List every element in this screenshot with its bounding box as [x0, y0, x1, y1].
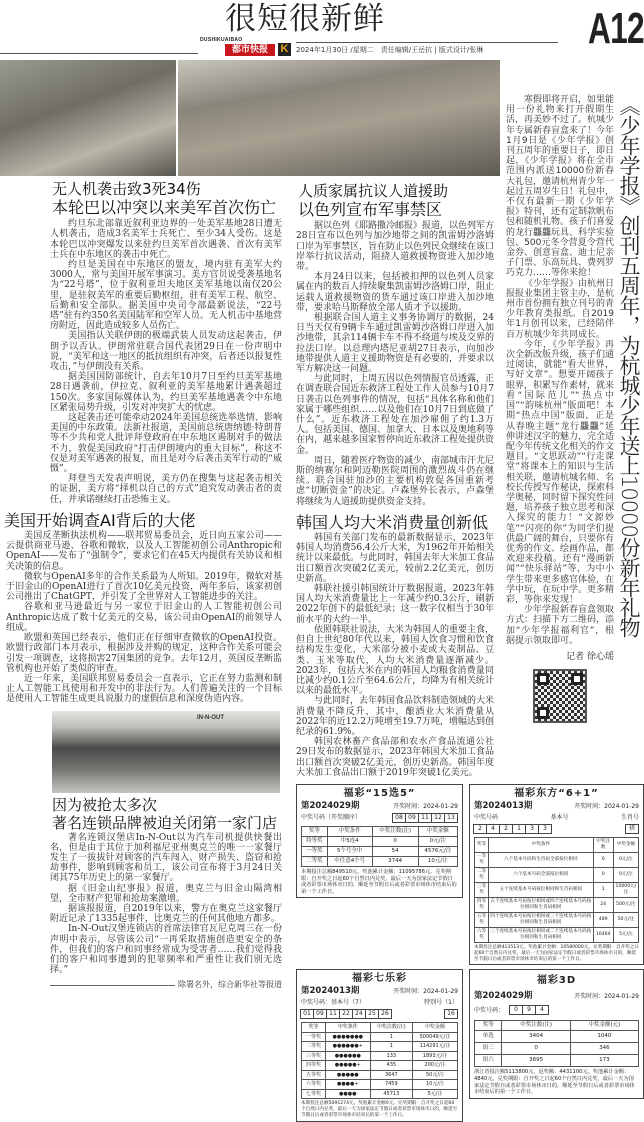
lottery-title: 福彩“15选5” [343, 787, 416, 799]
promo-byline: 记者 徐心瑶 [566, 651, 614, 662]
table-cell: ●●●●●+ [325, 1061, 370, 1071]
paragraph: 与此同时，去年韩国食品饮料制造领域的大米消费量不降反升，其中，酿酒业大米消费量从2022年的近12.2万吨增至19.7万吨，增幅达到创纪录的61.9%。 [296, 696, 495, 737]
table-header-cell: 中奖条件 [489, 837, 593, 852]
restaurant-photo [52, 711, 280, 793]
paragraph: 约旦东北部靠近叙利亚边界的一处美军基地28日遭无人机袭击，造成3名美军士兵死亡、至少34人受伤。这是本轮巴以冲突爆发以来驻约旦美军首次遇袭、首次有美军士兵在中东地区的袭击中死亡。 [50, 219, 282, 260]
table-cell: 0元/注 [418, 836, 457, 846]
issue: 第2024013期 [474, 800, 533, 811]
headline-line: 因为被抢太多次 [52, 795, 158, 814]
rice-article-body [296, 533, 494, 778]
table-cell: 10元/注 [418, 856, 457, 866]
table-row [302, 1061, 458, 1071]
table-header-cell: 中奖注数(注) [372, 826, 418, 836]
table-cell: 特等奖 [302, 836, 328, 846]
table-cell: 500049元/注 [413, 1032, 458, 1042]
paragraph: 韩国农林畜产食品部和农水产食品流通公社29日发布的数据显示，2023年韩国大米加工食品出口额首次突破2亿美元，创历史新高。韩国年度大米加工食品出口额于2019年突破1亿美元。 [296, 737, 494, 778]
table-cell: 1 [370, 1032, 412, 1042]
table-cell: 五个连续基本号码按位相同和生肖码相同 [489, 882, 593, 897]
table-cell: 5个号全中 [327, 846, 372, 856]
table-row [475, 1031, 639, 1043]
promo-vertical-title: 《少年学报》创刊五周年，为杭城少年送上10000份新年礼物 [617, 95, 641, 637]
table-header-cell: 奖等 [475, 837, 489, 852]
headline-line: 以色列宣布军事禁区 [298, 200, 443, 219]
lottery-note: 本期投注总额849510元。奖池累计金额：11095786元。兑奖期限：自开奖之日起60个自然日内兑奖，最后一天为国家法定节假日或者彩票市场休市日的，顺延至节假日后或者彩票市场休市结束后的第一个工作日。 [301, 868, 457, 895]
table-cell: 一等奖 [302, 846, 328, 856]
basic-label: 基本号 [550, 813, 569, 821]
number: 22 [339, 1009, 353, 1019]
table-cell: 489 [593, 912, 613, 927]
table-row [475, 897, 639, 912]
table-cell: 3647 [370, 1070, 412, 1080]
table-cell: 50元/注 [613, 912, 638, 927]
table-cell: ●●●●+ [325, 1080, 370, 1090]
table-row [475, 852, 639, 867]
table-cell: 10元/注 [413, 1080, 458, 1090]
special-number: 16 [444, 1009, 458, 1019]
table-cell: 中5连4 [327, 836, 372, 846]
promo-article-body [506, 95, 614, 735]
left-column [0, 180, 284, 990]
table-header-cell: 中奖金额 [613, 837, 638, 852]
ai-article-body [6, 531, 282, 704]
hostage-headline [298, 182, 494, 219]
table-cell: 3695 [502, 1055, 570, 1067]
paragraph: 根据联合国人道主义事务协调厅的数据，24日当天仅有9辆卡车通过凯雷姆沙洛姆口岸进入加沙地带，其余114辆卡车不得不绕道与埃及交界的拉法口岸。以总理内塔尼亚胡27日表示，向加沙地带提供人道主义援助物资是有必要的，并要求以军方解决这一问题。 [296, 313, 495, 375]
table-cell: ●●●●● [325, 1070, 370, 1080]
k-logo-icon: K [278, 43, 291, 56]
paragraph: 据以色列《耶路撒冷邮报》报道，以色列军方28日宣布以色列与加沙地带之间的凯雷姆沙洛姆口岸为军事禁区，旨在防止以色列民众继续在该口岸举行抗议活动，阻挠人道救援物资进入加沙地带。 [296, 221, 495, 272]
issue: 第2024029期 [474, 991, 533, 1002]
winning-numbers [301, 1009, 392, 1019]
table-cell: ●●●●●●+ [325, 1042, 370, 1052]
table-header-cell: 中奖条件 [325, 1023, 370, 1033]
table-cell: 200元/注 [413, 1061, 458, 1071]
table-cell: ●●●●●●● [325, 1032, 370, 1042]
restaurant-sign: IN-N-OUT [197, 714, 224, 721]
table-row [302, 856, 458, 866]
footer-credit: 除署名外，综合新华社等报道 [178, 980, 282, 990]
zodiac-label: 生肖号 [620, 813, 639, 821]
aerial-base-photo [0, 60, 176, 176]
table-row [475, 912, 639, 927]
paragraph: 《少年学报》由杭州日报报业集团主管主办，是杭州市首份拥有独立刊号的青少年教育类报纸。自2019年1月创刊以来，已经陪伴百万杭城少年共同成长。 [506, 278, 615, 340]
table-cell: 五个连续基本号码按位相同或四个连续基本号码按位相同和生肖码相同 [489, 897, 593, 912]
basic-label: 中奖号码：基本号（7） [301, 999, 365, 1007]
table-cell: 1893元/注 [413, 1051, 458, 1061]
paragraph: 韩联社援引韩国统计厅数据报道，2023年韩国人均大米消费量比上一年减少约0.3公斤，刷新2022年创下的最低纪录；这一数字仅相当于30年前水平的大约一半。 [296, 584, 494, 625]
table-header-cell: 中奖条件 [327, 826, 372, 836]
table-cell: 10464 [593, 927, 613, 942]
middle-column [296, 90, 494, 778]
table-cell: 54 [372, 846, 418, 856]
table-cell: 中任意4个号 [327, 856, 372, 866]
right-region [296, 90, 644, 1122]
table-header-cell: 中奖金额 [418, 826, 457, 836]
table-cell: 六等奖 [302, 1080, 326, 1090]
issue: 第2024029期 [301, 800, 360, 811]
promo-column [506, 90, 644, 735]
draw-time: 开奖时间：2024-01-29 [574, 802, 639, 810]
ai-headline: 美国开始调查AI背后的大佬 [4, 510, 196, 530]
lottery-3d [469, 969, 644, 1098]
paragraph: 少年学报新春盲盒领取方式：扫描下方二维码，添加“少年学报福利官”，根据提示领取即可。 [506, 605, 615, 646]
lottery-qilecai [296, 969, 463, 1121]
table-cell: 24 [593, 897, 613, 912]
table-header-cell: 中奖注数(注) [370, 1023, 412, 1033]
table-cell: 1 [593, 882, 613, 897]
table-cell: 50元/注 [413, 1070, 458, 1080]
lottery-6plus1 [469, 784, 644, 965]
table-cell: 五等奖 [302, 1070, 326, 1080]
table-cell: 346 [570, 1043, 638, 1055]
table-cell: 0 [593, 852, 613, 867]
paragraph: 本月24日以来，包括被扣押的以色列人员家属在内的数百人持续聚集凯雷姆沙洛姆口岸，阻止运载人道救援物资的货车通过该口岸进入加沙地带，要求哈马斯释放全部人质才予以援助。 [296, 272, 495, 313]
table-header-cell: 中奖金额 [413, 1023, 458, 1033]
table-cell: 0 [372, 836, 418, 846]
number: 25 [365, 1009, 379, 1019]
issue: 第2024013期 [301, 986, 360, 997]
numbers-label: 中奖号码（开奖顺序） [301, 814, 362, 822]
table-cell: ●●●●●● [325, 1051, 370, 1061]
zodiac-number: 猪 [625, 824, 639, 834]
number: 2 [499, 824, 513, 834]
paragraph: 欧盟和英国已经表示，他们正在仔细审查微软的OpenAI投资。欧盟行政部门本月表示，根据涉及并购的规定，这种合作关系可能会引发一项调查，这将损害27国集团的竞争。去年12月，英国反垄断监管机构也开始了类似的审查。 [6, 633, 282, 674]
number: 3 [525, 824, 539, 834]
number: 11 [326, 1009, 340, 1019]
section-title: 很短很新鲜 [225, 1, 385, 37]
table-header-cell: 奖等 [302, 826, 328, 836]
paragraph: 美国指认关联伊朗的极端武装人员发动这起袭击，伊朗予以否认。伊朗常驻联合国代表团29日在一份声明中说，“美军和这一地区的抵抗组织有冲突，后者还以报复性攻击，”与伊朗没有关系。 [50, 331, 282, 373]
table-cell: 组六 [475, 1055, 502, 1067]
table-cell: 0元/注 [613, 852, 638, 867]
special-label: 特别号（1） [424, 999, 458, 1007]
prize-table [474, 1020, 639, 1067]
prize-table [474, 837, 639, 943]
lottery-note: 本期投注总额413513元。奖池累计金额：10580000元。兑奖期限：自开奖之日起60个自然日内兑奖，最后一天为国家法定节假日或者彩票市场休市日的，顺延至节假日后或者彩票市场休市结束后的第一个工作日。 [474, 944, 639, 962]
table-cell: 四个连续基本号码按位相同或三个连续基本号码按位相同和生肖码相同 [489, 912, 593, 927]
number: 2 [473, 824, 487, 834]
table-cell: 500元/注 [613, 897, 638, 912]
table-header-cell: 中奖注数 [593, 837, 613, 852]
table-row [475, 867, 639, 882]
table-header-cell: 中奖注数(注) [502, 1021, 570, 1031]
table-cell: 六个基本号码全部按位相同 [489, 867, 593, 882]
drone-article-body [50, 219, 282, 505]
draw-time: 开奖时间：2024-01-29 [393, 988, 458, 996]
table-row [302, 1080, 458, 1090]
number: 4 [486, 824, 500, 834]
lottery-section [296, 784, 644, 1122]
paragraph: 今年，《少年学报》再次全新改版升级，孩子们通过阅读，就能“看大世界，写好文章”。想要开阔孩子眼界，积累写作素材，就来看“国际范儿”“热点中国”“韵味杭州”版面吧！本期“热点中国”版面，正是从春晚主题“龙行龘龘”延伸讲述汉字的魅力，完全适配今年传统文化相关的作文题目。“文思跃动”“行走课堂”将课本上的知识与生活相关联，邀请杭城名师、名校长传授写作秘诀，探索科学奥秘，同时留下探究性问题，培养孩子独立思考和深入探究的能力！“文源妙笔”“闪亮的你”为同学们提供最广阔的舞台，只要你有优秀的作文、绘画作品，都欢迎来投稿。还有“漫画新闻”“快乐驿站”等，为中小学生带来更多感官体验，在学中玩，在玩中学。更多精彩，等你来发现！ [506, 339, 615, 605]
table-cell: 0 [502, 1043, 570, 1055]
table-cell: 7459 [370, 1080, 412, 1090]
footer-rule [50, 985, 175, 986]
table-cell: 5元/注 [413, 1089, 458, 1099]
table-cell: 三个连续基本号码按位相同或二个连续基本号码按位相同和生肖码相同 [489, 927, 593, 942]
table-cell: 435 [370, 1061, 412, 1071]
footer [50, 980, 282, 990]
paragraph: 美国反垄断执法机构——联邦贸易委员会，近日向五家公司——云提供商亚马逊、谷歌和微软，以及人工智能初创公司Anthropic和OpenAI——发布了“强制令”，要求它们在45天内提供有关协议和相关决策的信息。 [6, 531, 282, 572]
table-cell: 0 [593, 867, 613, 882]
prize-table [301, 826, 458, 867]
brand-logo: 都市快报 [225, 44, 275, 56]
table-cell: 173 [570, 1055, 638, 1067]
lottery-note: 浙江省投注额5113800元，返奖额：4431100元。奖池累计金额：4840元。兑奖期限：自开奖之日起60个自然日内兑奖，最后一天为国家法定节假日或者彩票市场休市日的，顺延至节假日后或者彩票市场休市结束后的第一个工作日。 [474, 1069, 635, 1096]
headline-line: 本轮巴以冲突以来美军首次伤亡 [52, 198, 277, 217]
paragraph: 依照韩联社说法，大米为韩国人的重要主食，但自上世纪80年代以来，韩国人饮食习惯和饮食结构发生变化，大米部分被小麦或大麦制品、豆类、玉米等取代，人均大米消费量逐渐减少。2023年，包括大米在内的韩国人均粮食消费量同比减少约0.1公斤至64.6公斤，均降为有相关统计以来的最低水平。 [296, 624, 495, 697]
paragraph: 与此同时，上周五因以色列情报官员透露，正在调查联合国近东救济工程处工作人员参与10月7日袭击以色列事件的情况，包括“具体名称和他们家属于哪些组织……以及他们在10月7日到底做了什么”。近东救济工程处在加沙雇佣了约1.3万人。包括美国、德国、加拿大、日本以及奥地利等在内，越来越多国家暂停向近东救济工程处提供资金。 [296, 374, 495, 456]
lottery-15x5 [296, 784, 463, 898]
table-row [302, 1089, 458, 1099]
table-cell: 3744 [372, 856, 418, 866]
hostage-article-body [296, 221, 494, 507]
number: 11 [418, 813, 432, 823]
table-cell: 一等奖 [302, 1032, 326, 1042]
table-row [302, 1042, 458, 1052]
table-cell: 4576元/注 [418, 846, 457, 856]
lottery-title: 福彩东方“6+1” [514, 787, 599, 799]
number: 01 [300, 1009, 314, 1019]
table-row [302, 1070, 458, 1080]
paragraph: 据《旧金山纪事报》报道，奥克兰与旧金山隔湾相望，全市财产犯罪和抢劫案激增。 [50, 883, 282, 904]
table-cell: 六等奖 [475, 927, 489, 942]
table-header-cell: 中奖金额(元) [570, 1021, 638, 1031]
number: 4 [535, 1005, 549, 1015]
number: 13 [444, 813, 458, 823]
numbers-label: 中奖号码 [474, 813, 499, 821]
table-cell: 四等奖 [302, 1061, 326, 1071]
page-number: A12 [588, 4, 644, 53]
paragraph: 据该报报道，自2019年以来，警方在奥克兰这家餐厅附近记录了1335起事件，比奥克兰的任何其他地方都多。 [50, 903, 282, 925]
number: 9 [522, 1005, 536, 1015]
table-row [475, 882, 639, 897]
number: 08 [392, 813, 406, 823]
number: 26 [378, 1009, 392, 1019]
table-row [302, 1051, 458, 1061]
number: 09 [313, 1009, 327, 1019]
paragraph: 约旦是美国在中东地区的盟友，境内驻有美军大约3000人，常与美国开展军事演习。美方官员说受袭基地名为“22号塔”，位于叙利亚坦夫地区美军基地以南仅20公里，是驻叙美军的重要后勤枢纽，驻有美军工程、航空、后勤和安全部队。据美国中央司令部最新说法，“22号塔”驻有约350名美国陆军和空军人员。无人机击中基地营房附近，因此造成较多人员伤亡。 [50, 260, 282, 332]
table-cell: 二等奖 [302, 856, 328, 866]
paragraph: 近一年来，美国联邦贸易委员会一直表示，它正在努力监测和制止人工智能工具使用和开发中的非法行为。人们普遍关注的一个目标是使用人工智能生成更具说服力的虚假信息和深度伪造内容。 [6, 673, 282, 705]
paragraph: 周日，随着医疗物资的减少，南部城市汗尤尼斯的纳赛尔和阿迈勒医院周围的激烈战斗仍在继续。联合国驻加沙的主要机构敦促各国重新考虑“切断资金”的决定。卢森堡外长表示，卢森堡将继续为人道援助提供资金支持。 [296, 455, 495, 507]
paragraph: In-N-Out汉堡连锁店的首席法律官瓦尼克周三在一份声明中表示，尽管该公司“一再采取措施创造更安全的条件，但我们的客户和同事经常成为受害者……我们觉得我们的客户和同事遭到的犯罪频率和严重性让我们别无选择。” [50, 924, 282, 976]
draw-time: 开奖时间：2024-01-29 [393, 802, 458, 810]
paragraph: 韩国有关部门发布的最新数据显示，2023年韩国人均消费56.4公斤大米，为1962年开始相关统计以来最低。与此同时，韩国去年大米加工食品出口额首次突破2亿美元，较前2.2亿美元，创历史新高。 [296, 533, 495, 584]
table-header-cell: 奖等 [475, 1021, 502, 1031]
table-cell: 二等奖 [475, 867, 489, 882]
table-cell: 3404 [502, 1031, 570, 1043]
lottery-note: 本期投注总额5091274元。奖池累计金额0元。兑奖期限：自开奖之日起60个自然日内兑奖，最后一天为国家法定节假日或者彩票市场休市日的，顺延至节假日后或者彩票市场休市结束后的第一个工作日。 [301, 1101, 458, 1118]
innout-headline [52, 796, 284, 832]
paragraph: 拜登当天发表声明说，美方仍在搜集与这起袭击相关的证据，美方将“择机以自己的方式”追究发动袭击者的责任，并承诺继续打击恐怖主义。 [50, 474, 282, 505]
table-row [475, 927, 639, 942]
number: 12 [431, 813, 445, 823]
draw-time: 开奖时间：2024-01-29 [574, 993, 639, 1001]
table-cell: 三等奖 [302, 1051, 326, 1061]
paragraph: 微软与OpenAI多年的合作关系最为人所知。2019年，微软对基于旧金山的OpenAI进行了首次10亿美元投资，两年多后，该家初创公司推出了ChatGPT，并引发了全世界对人工智能进步的关注。 [6, 571, 282, 603]
table-row [302, 846, 458, 856]
table-cell: 组三 [475, 1043, 502, 1055]
numbers-label: 中奖号码： [474, 1006, 505, 1014]
number: 0 [509, 1005, 523, 1015]
table-cell: 114291元/注 [413, 1042, 458, 1052]
table-cell: 七等奖 [302, 1089, 326, 1099]
table-row [302, 1032, 458, 1042]
winning-numbers [510, 1005, 549, 1015]
masthead-rule-right [296, 42, 558, 43]
number: 24 [352, 1009, 366, 1019]
paragraph: 寒假即将开启，如果能用一份礼物来打开假期生活，再美妙不过了。杭城少年专属新春盲盒来了！今年1月9日是《少年学报》创刊五周年的重要日子，即日起，《少年学报》将在全市范围内派送10000份新春大礼包，邀请杭州青少年一起过五周岁生日！礼包中，不仅有最新一期《少年学报》特刊，还有定制款帆布包和随机礼物。孩子们喜爱的龙行龘龘玩具、科学实验包、500元冬令营夏令营代金券、创意盲盒、迪士尼亲子门票、乐高玩具、费列罗巧克力……等你来抢！ [506, 95, 615, 279]
number: 3 [538, 824, 552, 834]
table-cell: 133 [370, 1051, 412, 1061]
number: 1 [512, 824, 526, 834]
paragraph: 著名连锁汉堡店In-N-Out以为汽车司机提供快餐出名，但是由于其位于加利福尼亚州奥克兰的唯一一家餐厅发生了一拔拔针对顾客的汽车闯入、财产损失、盗窃和抢劫事件，影响到顾客和员工，该公司宣布将于3月24日关闭其75年历史上的第一家餐厅。 [50, 832, 282, 884]
paragraph: 谷歌和亚马逊最近与另一家位于旧金山的人工智能初创公司Anthropic达成了数十亿美元的交易，该公司由OpenAI的前领导人组成。 [6, 602, 282, 633]
lottery-title: 福彩七乐彩 [352, 973, 407, 985]
table-cell: 0元/注 [613, 867, 638, 882]
table-cell: 三等奖 [475, 882, 489, 897]
masthead-rule-left [0, 53, 198, 54]
headline-line: 人质家属抗议人道援助 [298, 182, 449, 200]
lottery-title: 福彩3D [536, 975, 577, 987]
table-row [475, 1043, 639, 1055]
rice-headline: 韩国人均大米消费量创新低 [296, 512, 489, 532]
table-cell: 一等奖 [475, 852, 489, 867]
table-cell: 四等奖 [475, 897, 489, 912]
table-cell: 二等奖 [302, 1042, 326, 1052]
brand-name-en: DUSHIKUAIBAO [200, 37, 243, 43]
innout-article-body [50, 833, 282, 976]
table-row [302, 836, 458, 846]
headline-line: 无人机袭击致3死34伤 [52, 180, 201, 198]
headline-line: 著名连锁品牌被迫关闭第一家门店 [52, 813, 278, 832]
winning-numbers [393, 813, 458, 823]
winning-numbers [474, 824, 552, 834]
dateline: 2024年1月30日 /星期二 责任编辑/王岳抗 | 版式设计/张琳 [296, 46, 484, 54]
table-cell: 1 [370, 1042, 412, 1052]
table-cell: 5元/注 [613, 927, 638, 942]
qr-code-icon[interactable] [533, 669, 587, 723]
number: 09 [405, 813, 419, 823]
paragraph: 这起袭击还可能牵动2024年美国总统选举选情、影响美国的中东政策。法新社报道，美国前总统唐纳德·特朗普等不少共和党人批评拜登政府在中东地区遏制对手的做法不力，敦促美国政府“打击伊朗境内的重大目标”，称这不仅是对美军遇袭的报复，而且是对今后袭击美军行动的“威慑”。 [50, 413, 282, 475]
table-cell: 六个基本号码和生肖码全部按位相同 [489, 852, 593, 867]
table-cell: 1040 [570, 1031, 638, 1043]
paragraph: 据美国国防部统计，自去年10月7日至约旦美军基地28日遇袭前，伊拉克、叙利亚的美军基地累计遇袭超过150次。多家国际媒体认为，约旦美军基地遇袭令中东地区紧张局势升级，引发对冲突扩大的忧虑。 [50, 372, 282, 413]
table-cell: 45713 [370, 1089, 412, 1099]
table-cell: 单选 [475, 1031, 502, 1043]
table-header-cell: 奖等 [302, 1023, 326, 1033]
table-row [475, 1055, 639, 1067]
prize-table [301, 1022, 458, 1099]
drone-headline [52, 180, 284, 217]
table-cell: 五等奖 [475, 912, 489, 927]
table-cell: 10000元/注 [613, 882, 638, 897]
table-cell: ●●●● [325, 1089, 370, 1099]
